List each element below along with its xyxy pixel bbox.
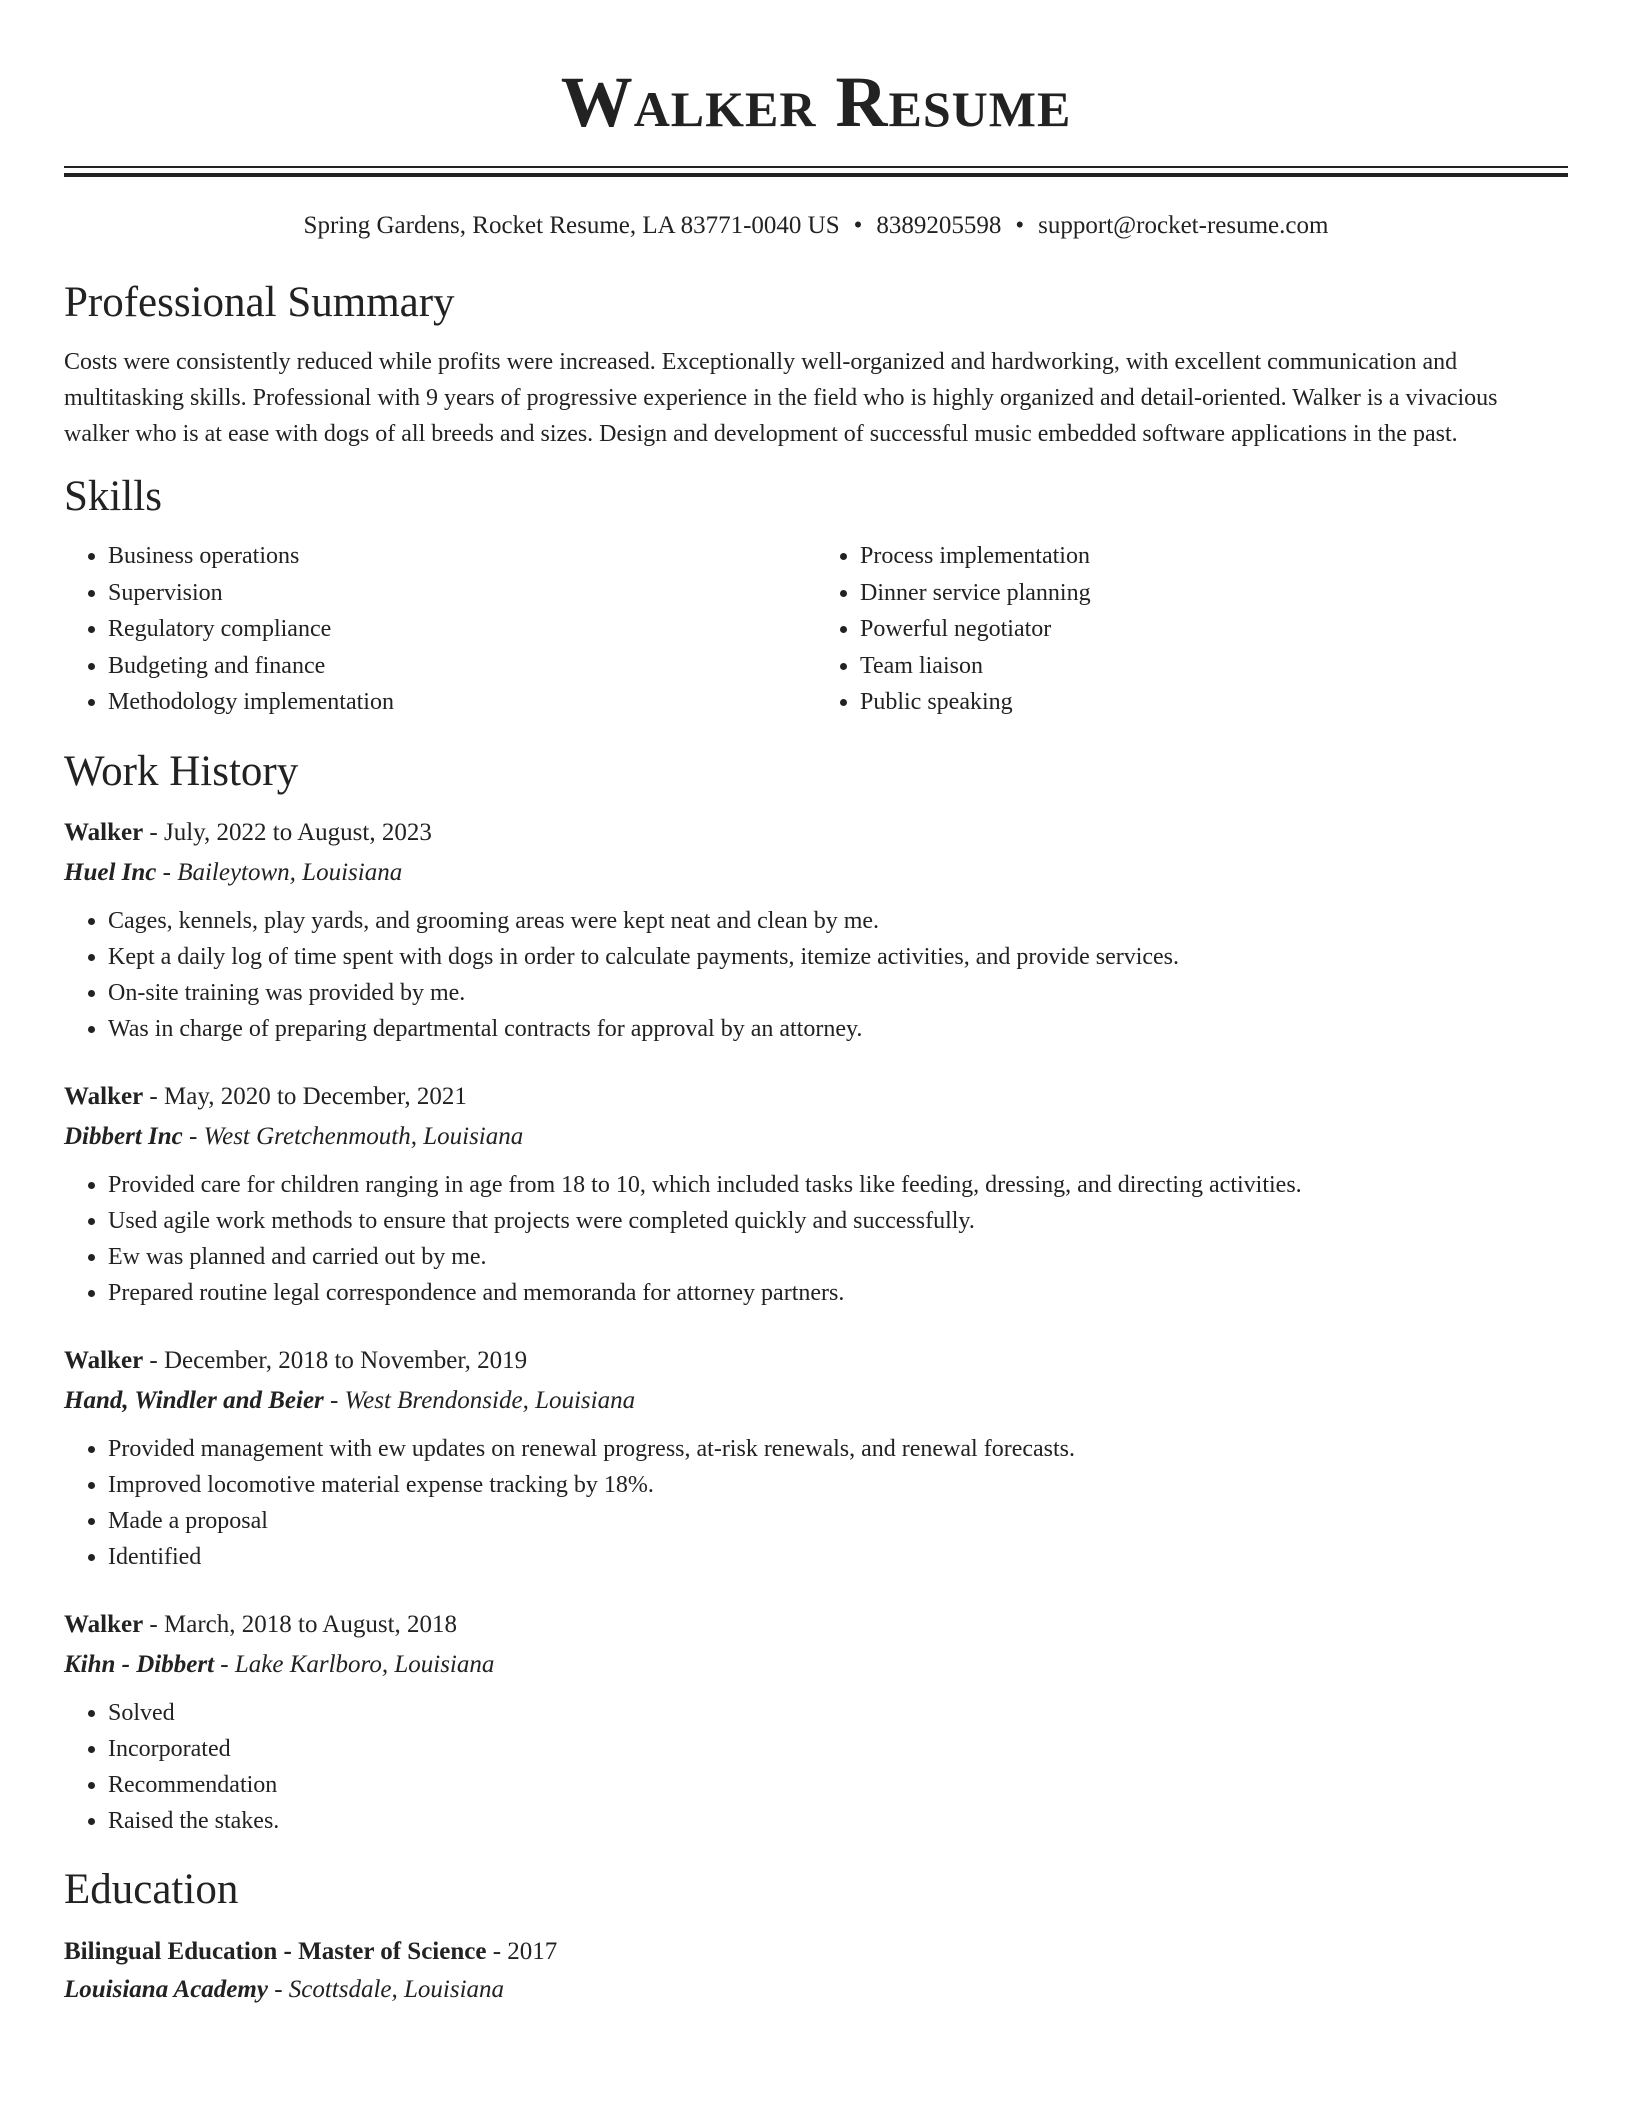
education-school: Louisiana Academy bbox=[64, 1975, 268, 2003]
job-company-line bbox=[64, 1645, 1568, 1685]
skill-item: • Public speaking bbox=[860, 684, 1568, 721]
education-degree: Bilingual Education - Master of Science bbox=[64, 1937, 487, 1965]
skill-item: • Methodology implementation bbox=[108, 684, 816, 721]
job-bullet: • Ew was planned and carried out by me. bbox=[108, 1239, 1568, 1275]
contact-line bbox=[64, 211, 1568, 241]
job-bullet: • Identified bbox=[108, 1539, 1568, 1575]
job-bullet: • Raised the stakes. bbox=[108, 1803, 1568, 1839]
skills-list bbox=[64, 538, 1568, 721]
job-bullets bbox=[64, 1167, 1568, 1311]
job-location: - Lake Karlboro, Louisiana bbox=[214, 1650, 495, 1678]
skills-column-right bbox=[816, 538, 1568, 721]
job-bullet: • Made a proposal bbox=[108, 1503, 1568, 1539]
job-bullet: • Kept a daily log of time spent with dogs in order to calculate payments, itemize activities, and provide services. bbox=[108, 939, 1568, 975]
job-bullet: • Solved bbox=[108, 1695, 1568, 1731]
job-title-line bbox=[64, 813, 1568, 853]
divider-thick-line bbox=[64, 173, 1568, 177]
contact-separator: • bbox=[1015, 212, 1025, 239]
job-bullet: • Used agile work methods to ensure that projects were completed quickly and successfully. bbox=[108, 1203, 1568, 1239]
education-degree-line bbox=[64, 1933, 1568, 1971]
contact-address: Spring Gardens, Rocket Resume, LA 83771-0040 US bbox=[303, 212, 840, 239]
skills-column-left bbox=[64, 538, 816, 721]
contact-email: support@rocket-resume.com bbox=[1038, 212, 1329, 239]
header-divider bbox=[64, 166, 1568, 177]
job-bullet: • Incorporated bbox=[108, 1731, 1568, 1767]
job-title-line bbox=[64, 1341, 1568, 1381]
job-title-line bbox=[64, 1077, 1568, 1117]
job-bullets bbox=[64, 1431, 1568, 1575]
job-bullet: • Provided management with ew updates on renewal progress, at-risk renewals, and renewal forecasts. bbox=[108, 1431, 1568, 1467]
summary-heading: Professional Summary bbox=[64, 279, 455, 326]
skill-item: • Dinner service planning bbox=[860, 575, 1568, 612]
job-dates: - March, 2018 to August, 2018 bbox=[143, 1610, 458, 1638]
job-location: - Baileytown, Louisiana bbox=[156, 858, 403, 886]
job-bullet: • On-site training was provided by me. bbox=[108, 975, 1568, 1011]
job-company-line bbox=[64, 1381, 1568, 1421]
job-title-line bbox=[64, 1605, 1568, 1645]
skill-item: • Budgeting and finance bbox=[108, 648, 816, 685]
education-location: - Scottsdale, Louisiana bbox=[267, 1975, 505, 2003]
job-bullet: • Prepared routine legal correspondence and memoranda for attorney partners. bbox=[108, 1275, 1568, 1311]
job-role: Walker bbox=[64, 818, 144, 846]
job-role: Walker bbox=[64, 1610, 144, 1638]
job-company-line bbox=[64, 853, 1568, 893]
education-heading: Education bbox=[64, 1865, 239, 1913]
skills-heading: Skills bbox=[64, 473, 162, 520]
contact-separator: • bbox=[853, 212, 863, 239]
contact-phone: 8389205598 bbox=[876, 212, 1002, 239]
job-bullets bbox=[64, 1695, 1568, 1839]
job-location: - West Brendonside, Louisiana bbox=[323, 1386, 636, 1414]
job-bullet: • Was in charge of preparing departmental contracts for approval by an attorney. bbox=[108, 1011, 1568, 1047]
summary-text: Costs were consistently reduced while profits were increased. Exceptionally well-organized and hardworking, with excellent communication and multitasking skills. Professional with 9 years of progressive experience in the field who is highly organized and detail-oriented. Walker is a vivacious walker who is at ease with dogs of all breeds and sizes. Design and development of successful music embedded software applications in the past. bbox=[64, 349, 1498, 447]
job-dates: - December, 2018 to November, 2019 bbox=[143, 1346, 528, 1374]
job-company: Dibbert Inc bbox=[64, 1122, 183, 1150]
skill-item: • Powerful negotiator bbox=[860, 611, 1568, 648]
skill-item: • Supervision bbox=[108, 575, 816, 612]
job-role: Walker bbox=[64, 1346, 144, 1374]
job-bullet: • Improved locomotive material expense tracking by 18%. bbox=[108, 1467, 1568, 1503]
education-school-line bbox=[64, 1971, 1568, 2009]
job-company: Kihn - Dibbert bbox=[64, 1650, 215, 1678]
job-bullets bbox=[64, 903, 1568, 1047]
job-company: Huel Inc bbox=[64, 858, 157, 886]
skill-item: • Business operations bbox=[108, 538, 816, 575]
job-company-line bbox=[64, 1117, 1568, 1157]
skill-item: • Regulatory compliance bbox=[108, 611, 816, 648]
work-history-heading: Work History bbox=[64, 747, 299, 795]
job-bullet: • Cages, kennels, play yards, and grooming areas were kept neat and clean by me. bbox=[108, 903, 1568, 939]
job-entry bbox=[64, 1605, 1568, 1839]
education-year: - 2017 bbox=[486, 1937, 558, 1965]
job-location: - West Gretchenmouth, Louisiana bbox=[182, 1122, 524, 1150]
divider-thin-line bbox=[64, 166, 1568, 168]
skill-item: • Process implementation bbox=[860, 538, 1568, 575]
job-entry bbox=[64, 1077, 1568, 1311]
job-bullet: • Recommendation bbox=[108, 1767, 1568, 1803]
job-dates: - May, 2020 to December, 2021 bbox=[143, 1082, 467, 1110]
job-bullet: • Provided care for children ranging in age from 18 to 10, which included tasks like feeding, dressing, and directing activities. bbox=[108, 1167, 1568, 1203]
job-entry bbox=[64, 1341, 1568, 1575]
education-entry bbox=[64, 1933, 1568, 2009]
job-entry bbox=[64, 813, 1568, 1047]
job-role: Walker bbox=[64, 1082, 144, 1110]
resume-title: Walker Resume bbox=[560, 62, 1072, 142]
job-company: Hand, Windler and Beier bbox=[64, 1386, 324, 1414]
skill-item: • Team liaison bbox=[860, 648, 1568, 685]
job-dates: - July, 2022 to August, 2023 bbox=[143, 818, 432, 846]
